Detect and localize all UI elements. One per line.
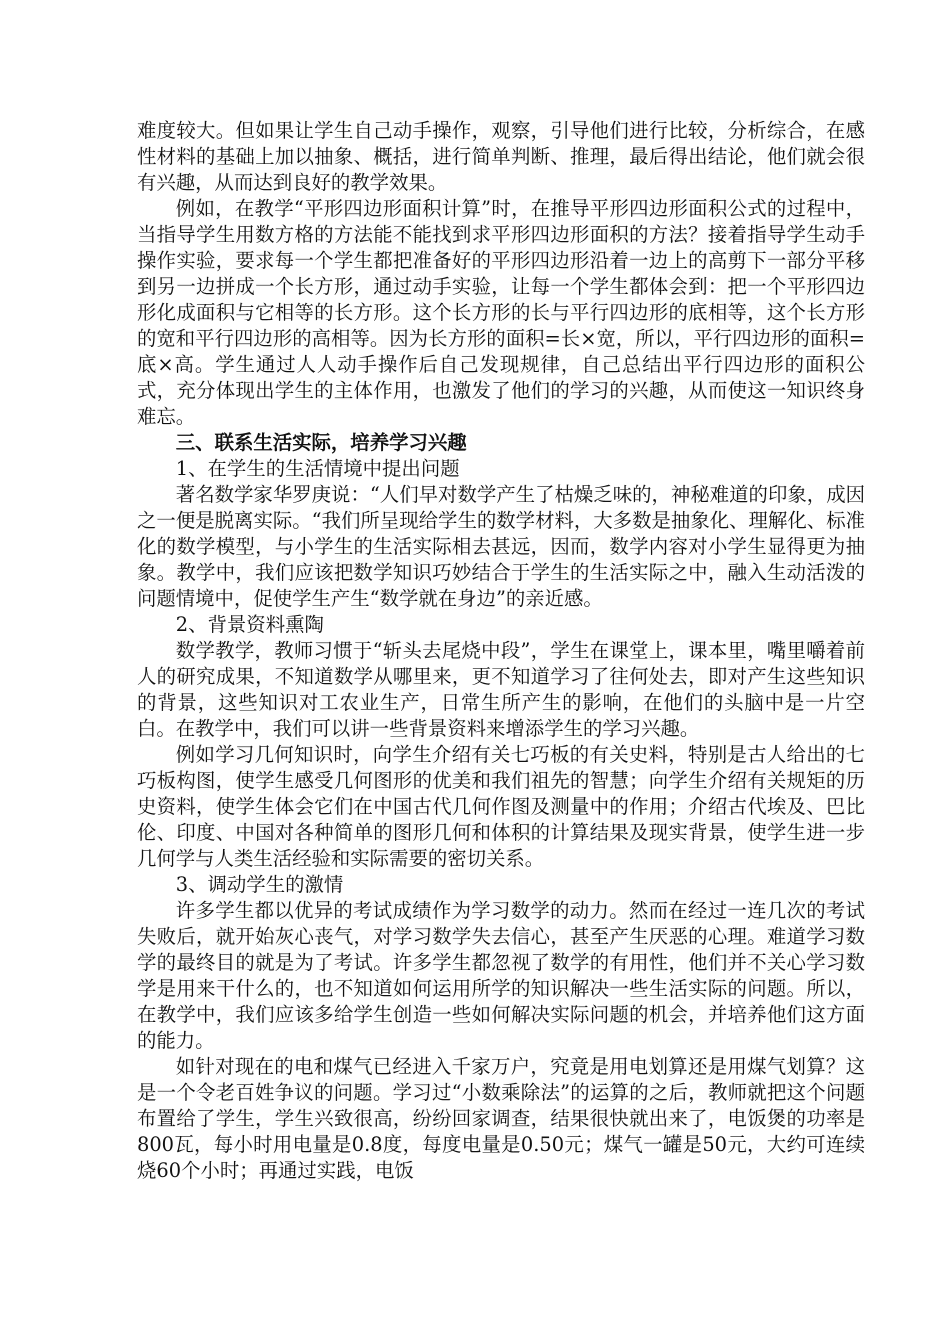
subheading-2: 2、背景资料熏陶: [175, 613, 324, 636]
paragraph-2: 例如，在教学“平形四边形面积计算”时，在推导平形四边形面积公式的过程中，当指导学生用数方格的方法能不能找到求平形四边形面积的方法？接着指导学生动手操作实验，要求每一个学生都把准备好的平形四边形沿着一边上的高剪下一部分平移到另一边拼成一个长方形，通过动手实验，让每一个学生都体会到：把一个平形四边形化成面积与它相等的长方形。这个长方形的长与平行四边形的底相等，这个长方形的宽和平行四边形的高相等。因为长方形的面积=长×宽，所以，平行四边形的面积=底×高。学生通过人人动手操作后自己发现规律，自己总结出平行四边形的面积公式，充分体现出学生的主体作用，也激发了他们的学习的兴趣，从而使这一知识终身难忘。: [137, 197, 865, 428]
document-page: [137, 118, 865, 1184]
paragraph-1: 难度较大。但如果让学生自己动手操作，观察，引导他们进行比较，分析综合，在感性材料的基础上加以抽象、概括，进行简单判断、推理，最后得出结论，他们就会很有兴趣，从而达到良好的教学效果。: [137, 119, 865, 194]
paragraph-3: 著名数学家华罗庚说：“人们早对数学产生了枯燥乏味的，神秘难道的印象，成因之一便是脱离实际。“我们所呈现给学生的数学材料，大多数是抽象化、理解化、标准化的数学模型，与小学生的生活实际相去甚远，因而，数学内容对小学生显得更为抽象。教学中，我们应该把数学知识巧妙结合于学生的生活实际之中，融入生动活泼的问题情境中，促使学生产生“数学就在身边”的亲近感。: [137, 483, 865, 610]
subheading-1: 1、在学生的生活情境中提出问题: [175, 457, 460, 480]
paragraph-4: 数学教学，教师习惯于“斩头去尾烧中段”，学生在课堂上，课本里，嘴里嚼着前人的研究成果，不知道数学从哪里来，更不知道学习了往何处去，即对产生这些知识的背景，这些知识对工农业生产，日常生所产生的影响，在他们的头脑中是一片空白。在教学中，我们可以讲一些背景资料来增添学生的学习兴趣。: [137, 639, 865, 740]
paragraph-6: 许多学生都以优异的考试成绩作为学习数学的动力。然而在经过一连几次的考试失败后，就开始灰心丧气，对学习数学失去信心，甚至产生厌恶的心理。难道学习数学的最终目的就是为了考试。许多学生都忽视了数学的有用性，他们并不关心学习数学是用来干什么的，也不知道如何运用所学的知识解决一些生活实际的问题。所以，在教学中，我们应该多给学生创造一些如何解决实际问题的机会，并培养他们这方面的能力。: [137, 899, 865, 1052]
paragraph-7: 如针对现在的电和煤气已经进入千家万户，究竟是用电划算还是用煤气划算？这是一个令老百姓争议的问题。学习过“小数乘除法”的运算的之后，教师就把这个问题布置给了学生，学生兴致很高，纷纷回家调查，结果很快就出来了，电饭煲的功率是800瓦，每小时用电量是0.8度，每度电量是0.50元；煤气一罐是50元，大约可连续烧60个小时；再通过实践，电饭: [137, 1055, 865, 1182]
section-heading: 三、联系生活实际，培养学习兴趣: [175, 431, 467, 454]
paragraph-5: 例如学习几何知识时，向学生介绍有关七巧板的有关史料，特别是古人给出的七巧板构图，使学生感受几何图形的优美和我们祖先的智慧；向学生介绍有关规矩的历史资料，使学生体会它们在中国古代几何作图及测量中的作用；介绍古代埃及、巴比伦、印度、中国对各种简单的图形几何和体积的计算结果及现实背景，使学生进一步几何学与人类生活经验和实际需要的密切关系。: [137, 743, 865, 870]
subheading-3: 3、调动学生的激情: [175, 873, 344, 896]
